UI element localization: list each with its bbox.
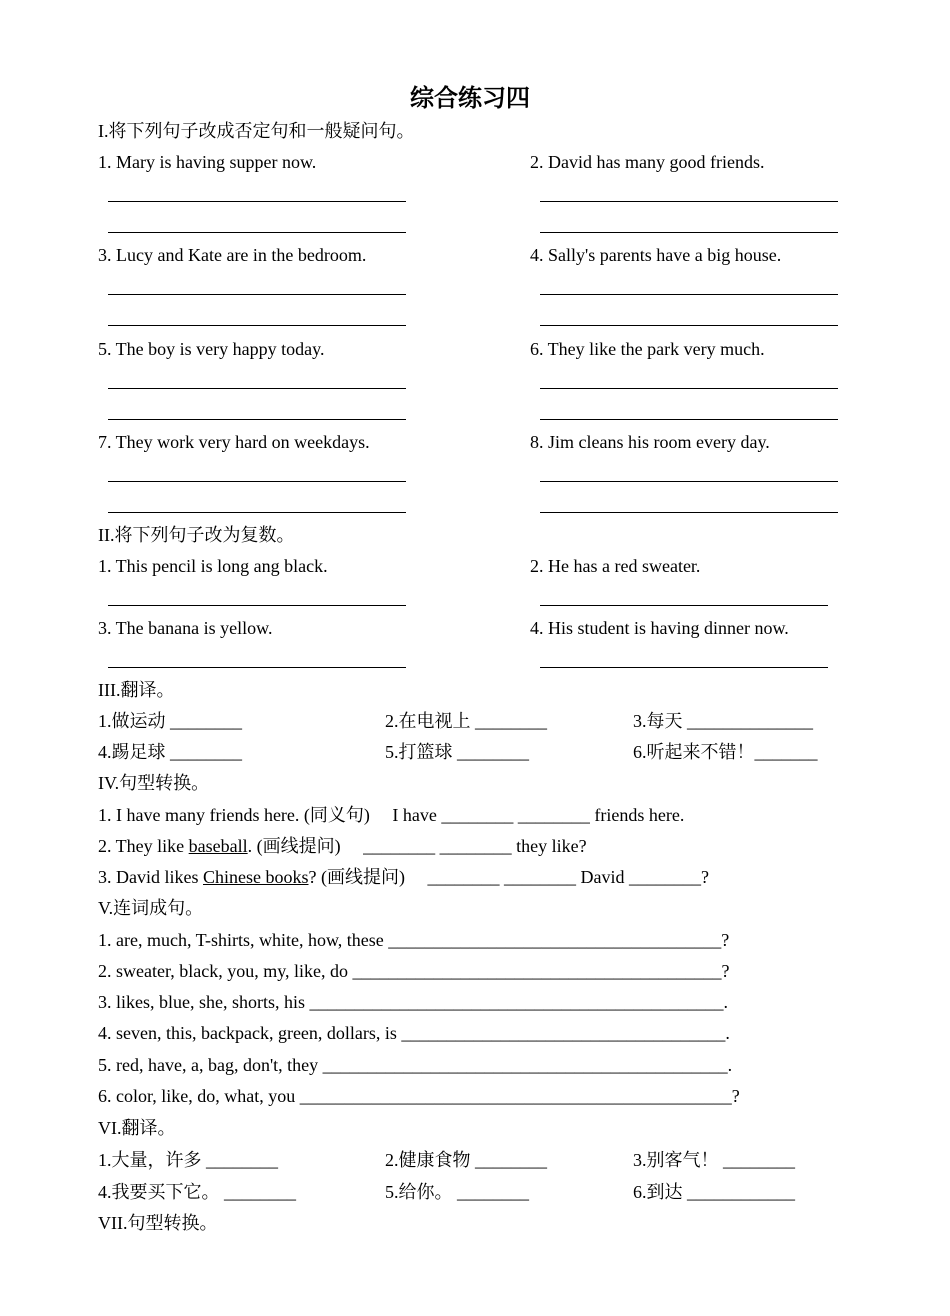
answer-line	[540, 512, 838, 513]
s4-item-3	[98, 866, 709, 888]
s1-item-4: 4. Sally's parents have a big house.	[530, 245, 782, 265]
s2-item-2: 2. He has a red sweater.	[530, 556, 701, 576]
answer-line	[540, 605, 828, 606]
s5-item-3: 3. likes, blue, she, shorts, his ______________________________________________.	[98, 992, 728, 1012]
section-4-heading: IV.句型转换。	[98, 773, 210, 793]
s3-item-4: 4.踢足球 ________	[98, 742, 242, 762]
answer-line	[108, 667, 406, 668]
s6-item-2: 2.健康食物 ________	[385, 1150, 547, 1170]
s1-item-2: 2. David has many good friends.	[530, 152, 765, 172]
s5-item-4: 4. seven, this, backpack, green, dollars, is ____________________________________.	[98, 1023, 730, 1043]
s5-item-5: 5. red, have, a, bag, don't, they _____________________________________________.	[98, 1055, 733, 1075]
section-6-heading: VI.翻译。	[98, 1118, 176, 1138]
s3-item-6: 6.听起来不错！_______	[633, 742, 818, 762]
answer-line	[108, 419, 406, 420]
s3-item-3: 3.每天 ______________	[633, 711, 813, 731]
answer-line	[540, 325, 838, 326]
answer-line	[540, 419, 838, 420]
page-title: 综合练习四	[410, 86, 530, 112]
answer-line	[540, 667, 828, 668]
s6-item-3: 3.别客气！ ________	[633, 1150, 795, 1170]
answer-line	[108, 605, 406, 606]
s5-item-2: 2. sweater, black, you, my, like, do _________________________________________?	[98, 961, 730, 981]
s4-item-2-underlined: baseball	[188, 836, 248, 856]
s4-item-3-pre: 3. David likes	[98, 867, 203, 887]
section-5-heading: V.连词成句。	[98, 898, 204, 918]
s6-item-1: 1.大量，许多 ________	[98, 1150, 278, 1170]
s6-item-4: 4.我要买下它。 ________	[98, 1182, 296, 1202]
answer-line	[108, 232, 406, 233]
s4-item-2-pre: 2. They like	[98, 836, 189, 856]
s3-item-2: 2.在电视上 ________	[385, 711, 547, 731]
answer-line	[108, 388, 406, 389]
s2-item-3: 3. The banana is yellow.	[98, 618, 273, 638]
s4-item-2-post: . (画线提问) ________ ________ they like?	[247, 836, 587, 856]
answer-line	[108, 512, 406, 513]
s4-item-3-underlined: Chinese books	[203, 867, 309, 887]
section-3-heading: III.翻译。	[98, 680, 175, 700]
section-7-heading: VII.句型转换。	[98, 1213, 218, 1233]
s4-item-1: 1. I have many friends here. (同义句) I have ________ ________ friends here.	[98, 805, 685, 825]
s2-item-1: 1. This pencil is long ang black.	[98, 556, 328, 576]
answer-line	[108, 325, 406, 326]
s1-item-6: 6. They like the park very much.	[530, 339, 765, 359]
section-2-heading: II.将下列句子改为复数。	[98, 525, 295, 545]
s1-item-1: 1. Mary is having supper now.	[98, 152, 317, 172]
s5-item-6: 6. color, like, do, what, you ________________________________________________?	[98, 1086, 740, 1106]
answer-line	[108, 201, 406, 202]
s1-item-3: 3. Lucy and Kate are in the bedroom.	[98, 245, 367, 265]
s5-item-1: 1. are, much, T-shirts, white, how, these _____________________________________?	[98, 930, 730, 950]
s4-item-2	[98, 835, 587, 857]
answer-line	[540, 294, 838, 295]
s3-item-1: 1.做运动 ________	[98, 711, 242, 731]
answer-line	[540, 232, 838, 233]
s2-item-4: 4. His student is having dinner now.	[530, 618, 789, 638]
answer-line	[540, 481, 838, 482]
s1-item-8: 8. Jim cleans his room every day.	[530, 432, 770, 452]
answer-line	[540, 388, 838, 389]
answer-line	[108, 294, 406, 295]
section-1-heading: I.将下列句子改成否定句和一般疑问句。	[98, 121, 415, 141]
answer-line	[108, 481, 406, 482]
s4-item-3-post: ? (画线提问) ________ ________ David ________?	[308, 867, 709, 887]
s6-item-5: 5.给你。 ________	[385, 1182, 529, 1202]
s6-item-6: 6.到达 ____________	[633, 1182, 795, 1202]
s1-item-5: 5. The boy is very happy today.	[98, 339, 325, 359]
answer-line	[540, 201, 838, 202]
s1-item-7: 7. They work very hard on weekdays.	[98, 432, 370, 452]
s3-item-5: 5.打篮球 ________	[385, 742, 529, 762]
